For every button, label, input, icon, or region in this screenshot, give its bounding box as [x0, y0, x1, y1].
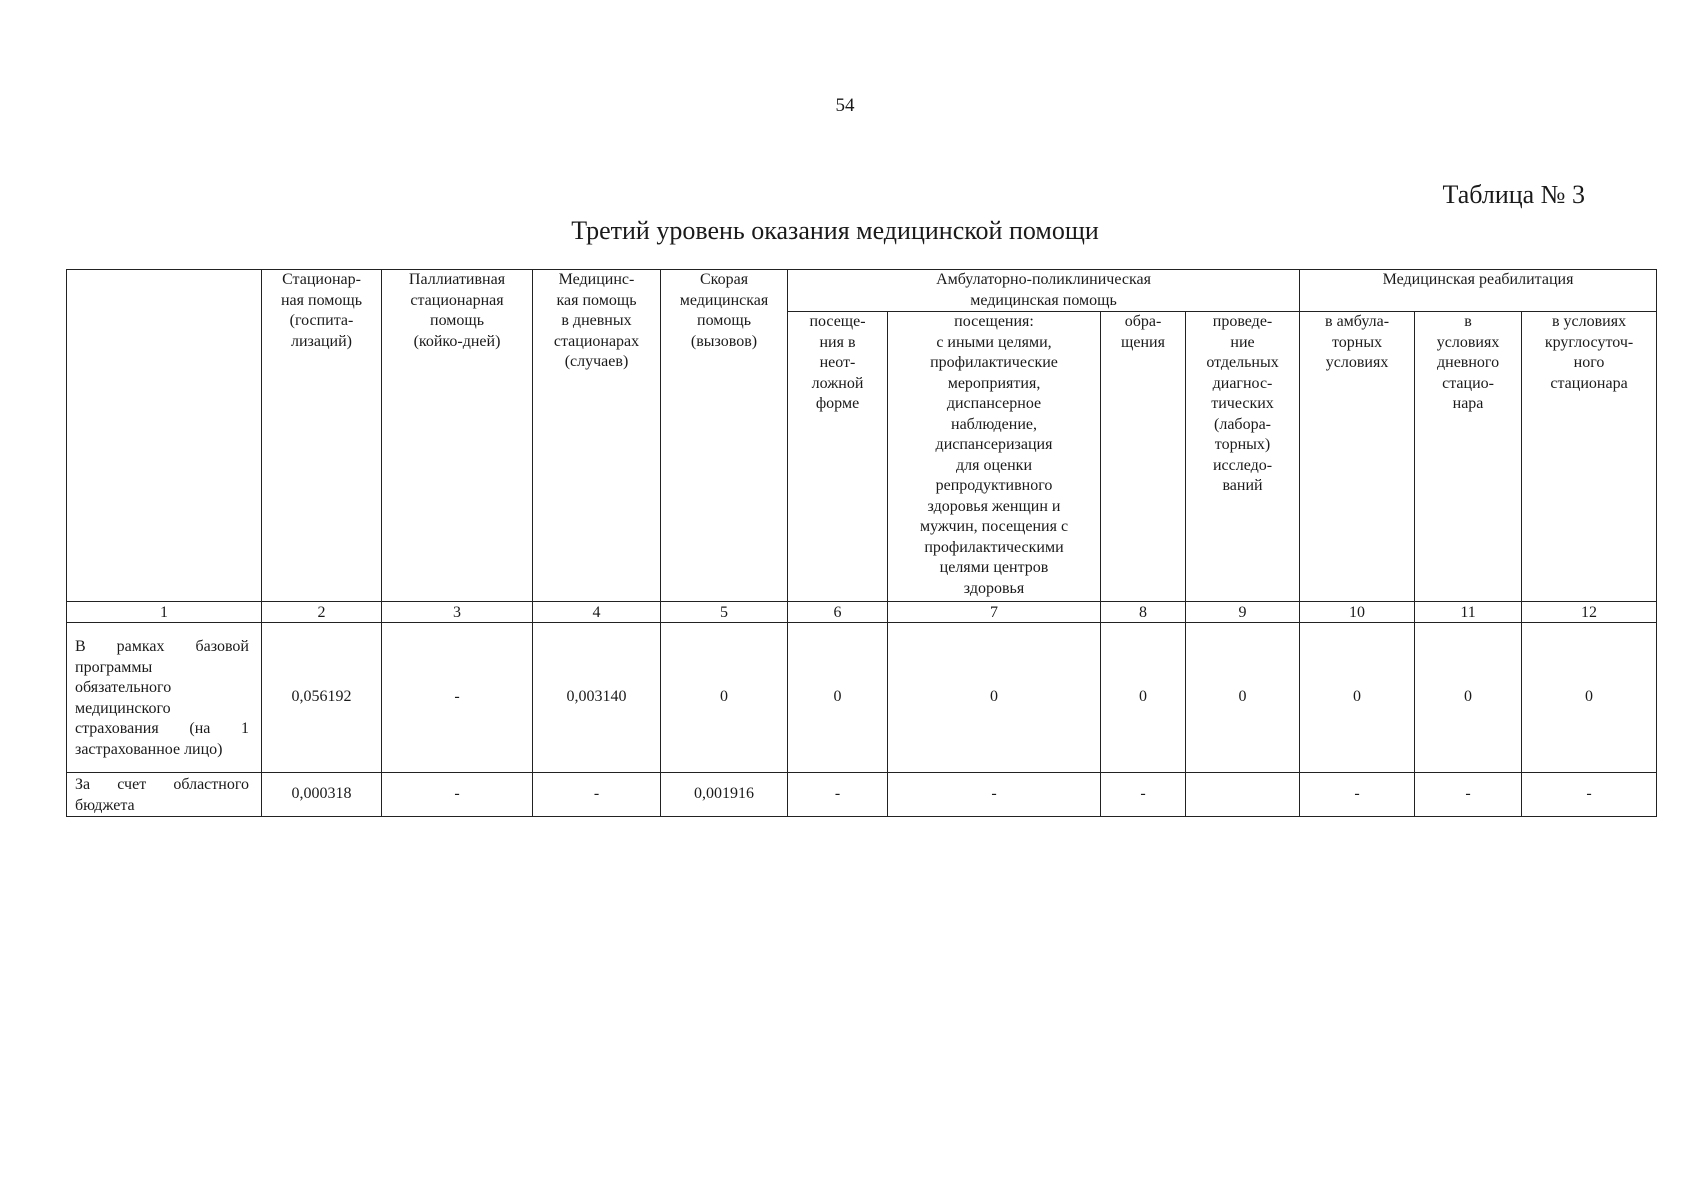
header-group-rehabilitation: Медицинская реабилитация	[1300, 270, 1657, 312]
table-cell: 0	[1415, 623, 1522, 773]
column-number: 11	[1415, 602, 1522, 623]
table-cell: -	[533, 773, 661, 817]
column-number: 5	[661, 602, 788, 623]
table-cell: 0,003140	[533, 623, 661, 773]
table-cell: 0	[1522, 623, 1657, 773]
table-cell: -	[888, 773, 1101, 817]
table-cell: -	[382, 623, 533, 773]
table-row-regional-budget	[67, 773, 1657, 817]
header-rehab-day-hospital: в условиях дневного стацио- нара	[1415, 312, 1522, 602]
row-label: В рамках базовой программы обязательного медицинского страхования (на 1 застрахованное лицо)	[67, 623, 262, 773]
header-diagnostic-tests: проведе- ние отдельных диагнос- тических (лабора- торных) исследо- ваний	[1186, 312, 1300, 602]
document-title	[0, 216, 1690, 246]
table-cell	[1186, 773, 1300, 817]
table-cell: 0	[661, 623, 788, 773]
header-urgent-visits: посеще- ния в неот- ложной форме	[788, 312, 888, 602]
table-cell: 0,056192	[262, 623, 382, 773]
table-cell: 0,000318	[262, 773, 382, 817]
table-cell: 0	[1186, 623, 1300, 773]
header-group-ambulatory: Амбулаторно-поликлиническая медицинская помощь	[788, 270, 1300, 312]
column-number: 3	[382, 602, 533, 623]
column-number: 6	[788, 602, 888, 623]
header-day-hospital-care: Медицинс- кая помощь в дневных стационарах (случаев)	[533, 270, 661, 602]
table-cell: 0	[888, 623, 1101, 773]
header-palliative-care: Паллиативная стационарная помощь (койко-дней)	[382, 270, 533, 602]
column-number: 12	[1522, 602, 1657, 623]
header-emergency-care: Скорая медицинская помощь (вызовов)	[661, 270, 788, 602]
column-number: 10	[1300, 602, 1415, 623]
row-label: За счет областного бюджета	[67, 773, 262, 817]
table-cell: -	[1101, 773, 1186, 817]
column-number: 8	[1101, 602, 1186, 623]
header-row-groups	[67, 270, 1657, 312]
column-number: 7	[888, 602, 1101, 623]
table-cell: -	[1300, 773, 1415, 817]
table-row-oms	[67, 623, 1657, 773]
table-label: Таблица № 3	[1442, 180, 1585, 209]
care-level-table	[66, 269, 1657, 817]
column-number: 4	[533, 602, 661, 623]
column-number: 9	[1186, 602, 1300, 623]
header-rehab-ambulatory: в амбула- торных условиях	[1300, 312, 1415, 602]
column-number: 2	[262, 602, 382, 623]
table-cell: 0	[1101, 623, 1186, 773]
table-cell: -	[788, 773, 888, 817]
header-appeals: обра- щения	[1101, 312, 1186, 602]
header-cell-row-label	[67, 270, 262, 602]
page-number: 54	[835, 95, 855, 116]
column-number: 1	[67, 602, 262, 623]
document-title-text: Третий уровень оказания медицинской помощи	[571, 216, 1099, 245]
column-number-row	[67, 602, 1657, 623]
table-cell: -	[1522, 773, 1657, 817]
header-rehab-round-the-clock: в условиях круглосуточ- ного стационара	[1522, 312, 1657, 602]
table-cell: 0	[788, 623, 888, 773]
table-cell: 0	[1300, 623, 1415, 773]
header-inpatient-care: Стационар- ная помощь (госпита- лизаций)	[262, 270, 382, 602]
table-cell: 0,001916	[661, 773, 788, 817]
table-cell: -	[382, 773, 533, 817]
header-preventive-visits: посещения: с иными целями, профилактические мероприятия, диспансерное наблюдение, диспансеризация для оценки репродуктивного здоровья женщин и мужчин, посещения с профилактическими целями центров здоровья	[888, 312, 1101, 602]
table-cell: -	[1415, 773, 1522, 817]
